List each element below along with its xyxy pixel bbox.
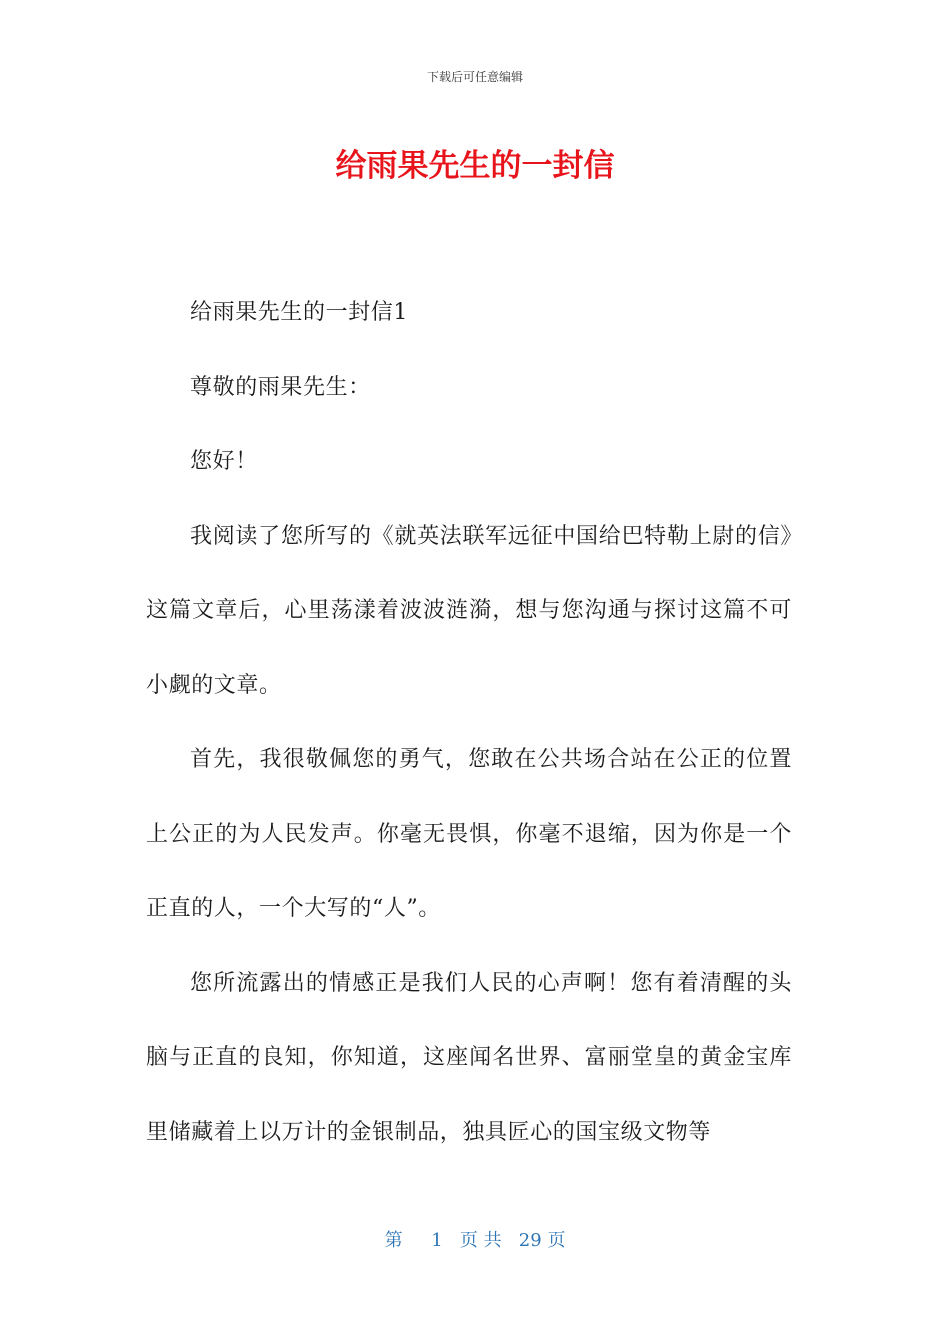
paragraph-body: 我阅读了您所写的《就英法联军远征中国给巴特勒上尉的信》这篇文章后，心里荡漾着波波涟漪，想与您沟通与探讨这篇不可小觑的文章。	[146, 523, 792, 698]
total-pages-number: 29	[518, 1230, 542, 1251]
footer-suffix: 页	[547, 1230, 566, 1251]
paragraph-salutation: 尊敬的雨果先生：	[190, 374, 371, 400]
paragraph-subtitle: 给雨果先生的一封信1	[190, 300, 408, 325]
paragraph-body: 您所流露出的情感正是我们人民的心声啊！您有着清醒的头脑与正直的良知，你知道，这座闻名世界、富丽堂皇的黄金宝库里储藏着上以万计的金银制品，独具匠心的国宝级文物等	[146, 970, 792, 1145]
header-note: 下载后可任意编辑	[426, 70, 523, 84]
footer-mid: 页 共	[459, 1230, 502, 1251]
page-footer	[0, 1226, 950, 1252]
paragraph-body: 首先，我很敬佩您的勇气，您敢在公共场合站在公正的位置上公正的为人民发声。你毫无畏惧，你毫不退缩，因为你是一个正直的人，一个大写的“人”。	[146, 747, 792, 921]
current-page-number: 1	[431, 1230, 443, 1251]
footer-prefix: 第	[384, 1230, 403, 1251]
document-body	[146, 276, 792, 1170]
paragraph-greeting: 您好！	[190, 449, 258, 474]
document-title: 给雨果先生的一封信	[335, 148, 615, 184]
